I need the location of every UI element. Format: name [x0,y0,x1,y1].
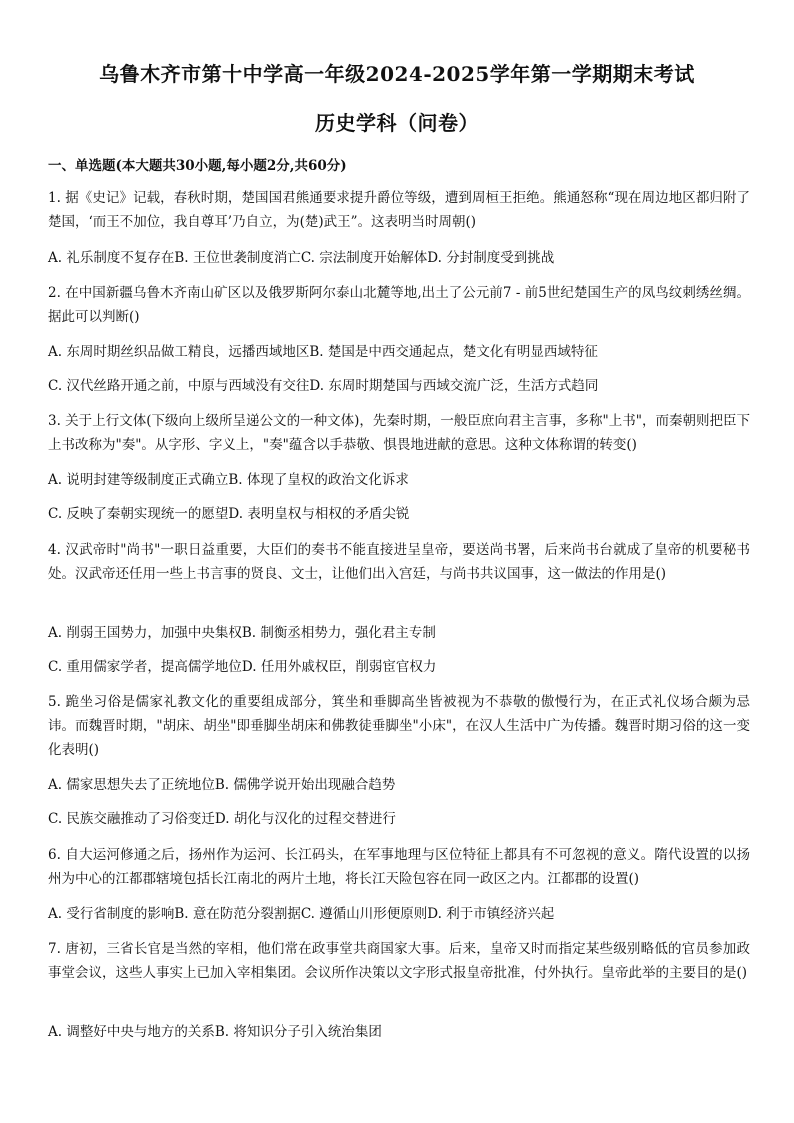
question-options: A. 儒家思想失去了正统地位B. 儒佛学说开始出现融合趋势 [48,777,396,793]
question-stem: 4. 汉武帝时"尚书"一职日益重要，大臣们的奏书不能直接进呈皇帝，要送尚书署，后来尚书台就成了皇帝的机要秘书处。汉武帝还任用一些上书言事的贤良、文士，让他们出入宫廷，与尚书共议国事，这一做法的作用是() [48,542,750,582]
question-options: C. 重用儒家学者，提高儒学地位D. 任用外戚权臣，削弱宦官权力 [48,659,437,675]
question-options: A. 受行省制度的影响B. 意在防范分裂割据C. 遵循山川形便原则D. 利于市镇经济兴起 [48,906,555,922]
question-options: A. 说明封建等级制度正式确立B. 体现了皇权的政治文化诉求 [48,472,409,488]
question-options: C. 反映了秦朝实现统一的愿望D. 表明皇权与相权的矛盾尖锐 [48,506,410,522]
question-options: A. 礼乐制度不复存在B. 王位世袭制度消亡C. 宗法制度开始解体D. 分封制度受到挑战 [48,250,555,266]
exam-subtitle: 历史学科（问卷） [315,111,479,135]
question-stem: 5. 跪坐习俗是儒家礼教文化的重要组成部分，箕坐和垂脚高坐皆被视为不恭敬的傲慢行为，在正式礼仪场合颇为忌讳。而魏晋时期，"胡床、胡坐"即垂脚坐胡床和佛教徒垂脚坐"小床"，在汉人生活中广为传播。魏晋时期习俗的这一变化表明() [48,694,750,758]
question-stem: 3. 关于上行文体(下级向上级所呈递公文的一种文体)，先秦时期，一般臣庶向君主言事，多称"上书"，而秦朝则把臣下上书改称为"奏"。从字形、字义上，"奏"蕴含以手恭敬、惧畏地进献的意思。这种文体称谓的转变() [48,413,750,453]
question-options: A. 调整好中央与地方的关系B. 将知识分子引入统治集团 [48,1024,382,1040]
question-stem: 7. 唐初，三省长官是当然的宰相，他们常在政事堂共商国家大事。后来，皇帝又时而指定某些级别略低的官员参加政事堂会议，这些人事实上已加入宰相集团。会议所作决策以文字形式报皇帝批准，付外执行。皇帝此举的主要目的是() [48,941,750,981]
question-options: A. 削弱王国势力，加强中央集权B. 制衡丞相势力，强化君主专制 [48,625,436,641]
question-options: C. 汉代丝路开通之前，中原与西域没有交往D. 东周时期楚国与西域交流广泛，生活方式趋同 [48,378,599,394]
question-options: A. 东周时期丝织品做工精良，远播西域地区B. 楚国是中西交通起点，楚文化有明显西域特征 [48,344,598,360]
question-stem: 1. 据《史记》记载，春秋时期，楚国国君熊通要求提升爵位等级，遭到周桓王拒绝。熊通怒称“现在周边地区都归附了楚国，‘而王不加位，我自尊耳’乃自立，为(楚)武王”。这表明当时周朝() [48,190,750,230]
question-stem: 2. 在中国新疆乌鲁木齐南山矿区以及俄罗斯阿尔泰山北麓等地,出土了公元前7 - 前5世纪楚国生产的凤鸟纹刺绣丝绸。据此可以判断() [48,285,750,325]
question-stem: 6. 自大运河修通之后，扬州作为运河、长江码头，在军事地理与区位特征上都具有不可忽视的意义。隋代设置的以扬州为中心的江都郡辖境包括长江南北的两片土地，将长江天险包容在同一政区之内。江都郡的设置() [48,847,750,887]
exam-title: 乌鲁木齐市第十中学高一年级2024-2025学年第一学期期末考试 [99,62,695,86]
question-options: C. 民族交融推动了习俗变迁D. 胡化与汉化的过程交替进行 [48,811,396,827]
section-heading: 一、单选题(本大题共30小题,每小题2分,共60分) [48,158,347,174]
